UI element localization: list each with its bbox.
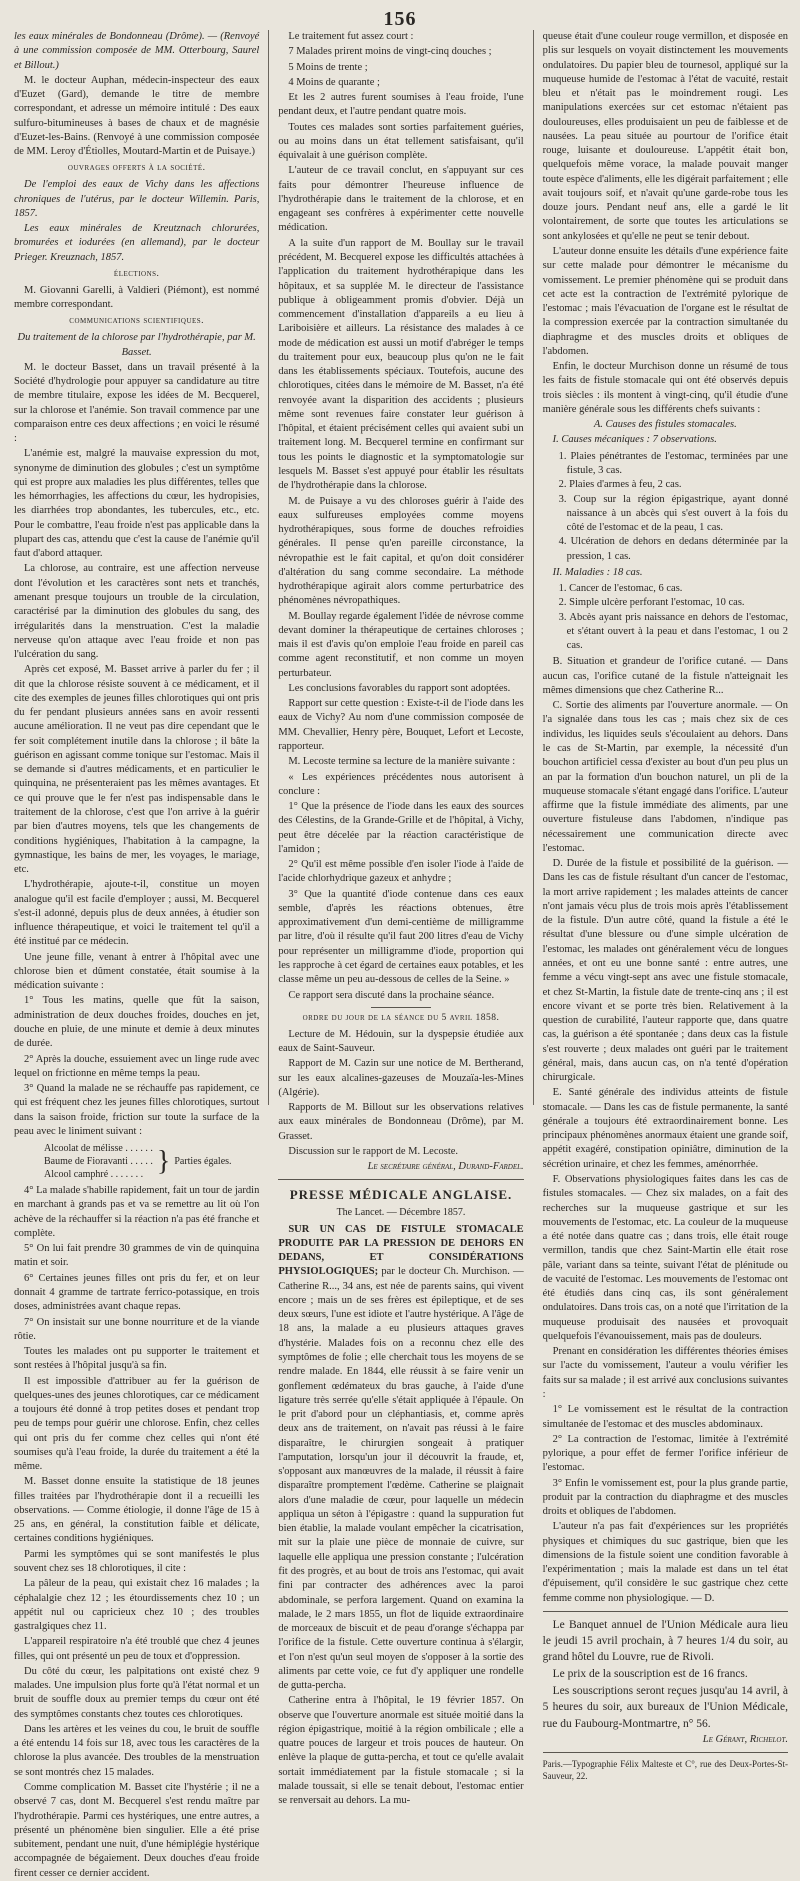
- paragraph: M. le docteur Auphan, médecin-inspecteur des eaux d'Euzet (Gard), demande le titre de membre correspondant, et adresse un mémoire intitulé : Des eaux sulfuro-bitumineuses à bases de chaux et de magnésie d'Euzet-les-Bains. (Renvoyé à une commission composée de MM. Leroy d'Étiolles, Moutard-Martin et de Puisaye.): [14, 74, 260, 158]
- prescription-label: Parties égales.: [174, 1155, 232, 1167]
- paragraph: 2° Après la douche, essuiement avec un linge rude avec lequel on frictionne en même temps la peau.: [14, 1053, 260, 1079]
- list-item: 4. Ulcération de dehors en dedans déterminée par la pression, 1 cas.: [558, 536, 788, 562]
- prescription-block: [44, 1142, 259, 1181]
- list-item: 3. Abcès ayant pris naissance en dehors de l'estomac, et s'étant ouvert à la peau et dans l'estomac, 1 ou 2 cas.: [558, 611, 788, 652]
- paragraph: 2° Qu'il est même possible d'en isoler l'iode à l'aide de l'acide chlorhydrique gazeux et anhydre ;: [278, 859, 524, 885]
- paragraph: Enfin, le docteur Murchison donne un résumé de tous les faits de fistule stomacale qui ont été observés depuis trois siècles : ils montent à vingt-cinq, qu'il étudie d'une manière générale sous les différents chefs suivants :: [542, 361, 788, 415]
- paragraph: 1° Le vomissement est le résultat de la contraction simultanée de l'estomac et des muscles abdominaux.: [542, 1404, 788, 1430]
- list-line: 4 Moins de quarante ;: [288, 76, 380, 88]
- list: [559, 450, 788, 564]
- section-heading: élections.: [113, 268, 160, 279]
- list-item: 1. Cancer de l'estomac, 6 cas.: [558, 583, 683, 595]
- paragraph: A la suite d'un rapport de M. Boullay sur le travail précédent, M. Becquerel expose les difficultés attachées à l'application du traitement hydrothérapique dans les hôpitaux, et sa supplée M. le directeur de l'assistance publique à obligeamment promis d'obvier. Déjà un commencement d'installation d'appareils a eu lieu à Lariboisière et ailleurs. La résistance des malades à ce mode de médication est aussi un motif d'abréger le temps du traitement pour eux, beaucoup plus qu'on ne le fait dans les établissements spéciaux. Toutefois, aucune des chlorotiques, citées dans le mémoire de M. Basset, n'a été renvoyée avant la disparition des accidents ; plusieurs même sont revenues faire constater leur guérison à l'hôpital, et étaient précisément celles qui avaient subi un traitement long. M. Becquerel termine en confirmant sur tous les points le diagnostic et la symptomatologie sur lesquels M. Basset s'est appuyé pour établir les résultats de l'hydrothérapie dans la chlorose.: [278, 237, 524, 492]
- section-title: PRESSE MÉDICALE ANGLAISE.: [289, 1187, 513, 1203]
- paragraph: M. Lecoste termine sa lecture de la manière suivante :: [288, 756, 516, 768]
- notice: Le prix de la souscription est de 16 francs.: [552, 1668, 748, 1681]
- list-item: 1. Plaies pénétrantes de l'estomac, terminées par une fistule, 3 cas.: [558, 450, 788, 476]
- column-1: [14, 30, 268, 1879]
- paragraph: Les conclusions favorables du rapport sont adoptées.: [288, 682, 511, 694]
- paragraph: Catherine entra à l'hôpital, le 19 février 1857. On observe que l'ouverture anormale est située moitié dans la région épigastrique, moitié à la région ombilicale ; elle a quatre pouces de largeur et trois pouces de hauteur. On enlève la plaque de gutta-percha, et tout ce qu'elle avalait sortait immédiatement par la fistule stomacale ; si la malade toussait, si elle se tenait debout, l'estomac entier se renversait au dehors. La mu-: [278, 1695, 524, 1807]
- paragraph: M. le docteur Basset, dans un travail présenté à la Société d'hydrologie pour appuyer sa candidature au titre de membre titulaire, expose les idées de M. Becquerel, sur la chlorose et l'anémie. Son travail commence par une comparaison entre ces deux affections ; en voici le résumé :: [14, 361, 260, 445]
- divider: [543, 1752, 788, 1753]
- divider: [278, 1179, 523, 1180]
- paragraph: 3° Quand la malade ne se réchauffe pas rapidement, ce qui est fréquent chez les jeunes filles chlorotiques, surtout dans la saison froide, friction sur toute la surface de la peau avec le liniment suivant :: [14, 1083, 260, 1137]
- paragraph: B. Situation et grandeur de l'orifice cutané. — Dans aucun cas, l'orifice cutané de la fistule n'atteignait les mêmes dimensions que chez Catherine R...: [542, 656, 788, 696]
- paragraph: Après cet exposé, M. Basset arrive à parler du fer ; il dit que la chlorose résiste souvent à ce médicament, et il cite des exemples de jeunes filles chlorotiques qui ont pris du fer pendant plusieurs années sans en avoir ressenti aucune amélioration. Il ne veut pas dire cependant que le fer soit complétement inutile dans la chlorose ; il bâte la guérison en agissant comme tonique sur l'estomac. Mais il se demande si d'autres médicaments, et en particulier le quinquina, ne présenteraient pas les mêmes avantages. Et ce qui prouve que le fer n'est pas indispensable dans le traitement de la chlorose, c'est que l'on arrive à la guérir par bien d'autres moyens, tels que les changements de conditions hygiéniques, l'habitation à la campagne, la gymnastique, les bains de mer, les voyages, le mariage, etc.: [14, 664, 260, 876]
- paragraph: 3° Enfin le vomissement est, pour la plus grande partie, produit par la contraction du diaphragme et des muscles droits et obliques de l'abdomen.: [542, 1477, 788, 1518]
- prescription-item: Baume de Fioravanti . . . . .: [44, 1156, 153, 1168]
- paragraph: Rapport sur cette question : Existe-t-il de l'iode dans les eaux de Vichy? Au nom d'une commission composée de MM. Chevallier, Henry père, Bouquet, Lefort et Lecoste, rapporteur.: [278, 698, 524, 753]
- section-heading: ordre du jour de la séance du 5 avril 1858.: [302, 1012, 500, 1023]
- article-lead: SUR UN CAS DE FISTULE STOMACALE PRODUITE PAR LA PRESSION DE DEHORS EN DEDANS, ET CONSIDÉRATIONS PHYSIOLOGIQUES;: [278, 1223, 524, 1278]
- paragraph: L'auteur donne ensuite les détails d'une expérience faite sur cette malade pour démontrer le mécanisme du vomissement. Le premier phénomène qui se produit dans cet acte est la contraction de l'extrémité pylorique de l'estomac ; mais l'évacuation de l'organe est le résultat de la compression exercée par la contraction simultanée du diaphragme et des muscles droits et obliques de l'abdomen.: [542, 245, 788, 357]
- paragraph: De l'emploi des eaux de Vichy dans les affections chroniques de l'utérus, par le docteur Willemin. Paris, 1857.: [14, 179, 260, 219]
- notice: Les souscriptions seront reçues jusqu'au 14 avril, à 5 heures du soir, aux bureaux de l'Union Médicale, rue du Faubourg-Montmartre, n° 56.: [542, 1685, 788, 1730]
- paragraph: Le traitement fut assez court :: [288, 31, 414, 42]
- paragraph: 1° Tous les matins, quelle que fût la saison, administration de deux douches froides, douches en jet, douche en pluie, de une minute et demie à deux minutes de durée.: [14, 995, 260, 1050]
- paragraph: Les eaux minérales de Kreutznach chlorurées, bromurées et iodurées (en allemand), par le docteur Prieger. Kreuznach, 1857.: [14, 223, 260, 263]
- paragraph: 2° La contraction de l'estomac, limitée à l'extrémité pylorique, a pour effet de fermer l'orifice inférieur de l'estomac.: [542, 1433, 788, 1474]
- paragraph: 6° Certaines jeunes filles ont pris du fer, et on leur donnait 4 gramme de tartrate ferrico-potassique, en trois doses, administrées avant chaque repas.: [14, 1272, 260, 1313]
- subheading: A. Causes des fistules stomacales.: [593, 419, 737, 431]
- list-line: 5 Moins de trente ;: [288, 61, 368, 73]
- paragraph: Et les 2 autres furent soumises à l'eau froide, l'une pendant deux, et l'autre pendant quatre mois.: [278, 92, 524, 118]
- paragraph: L'anémie est, malgré la mauvaise expression du mot, synonyme de diminution des globules ; c'est un symptôme qui est propre aux maladies les plus différentes, telles que les hémorrhagies, les affections du cœur, les hydropisies, les diarrhées trop abondantes, les tubercules, etc., etc. Pour le combattre, l'eau froide n'est pas applicable dans la plupart des cas, attendu que c'est la cause de l'anémie qu'il faut d'abord attaquer.: [14, 448, 260, 560]
- section-subtitle: The Lancet. — Décembre 1857.: [336, 1207, 466, 1219]
- subheading: I. Causes mécaniques : 7 observations.: [552, 434, 717, 446]
- paragraph: 7° On insistait sur une bonne nourriture et de la viande rôtie.: [14, 1316, 260, 1342]
- gerant-signature: Le Gérant, Richelot.: [702, 1733, 788, 1745]
- divider: [371, 1007, 431, 1008]
- paragraph: L'auteur n'a pas fait d'expériences sur les propriétés physiques et chimiques du suc gastrique, bien que les dimensions de la fistule soient une condition favorable à l'expérimentation ; mais la malade est dans un tel état d'épuisement, qu'il considère le suc gastrique chez cette femme comme non physiologique. — D.: [542, 1521, 788, 1604]
- paragraph: Une jeune fille, venant à entrer à l'hôpital avec une chlorose bien et dûment constatée, était soumise à la médication suivante :: [14, 951, 260, 992]
- paragraph: M. Boullay regarde également l'idée de névrose comme devant dominer la thérapeutique de certaines chloroses ; mais il est d'avis qu'on emploie l'eau froide en pareil cas comme agent reconstitutif, et non comme un moyen perturbateur.: [278, 610, 524, 679]
- paragraph: Dans les artères et les veines du cou, le bruit de souffle a été entendu 14 fois sur 18, avec tous les caractères de la chlorose la plus avancée. Des troubles de la menstruation se sont montrés chez 15 malades.: [14, 1723, 260, 1778]
- paragraph: Comme complication M. Basset cite l'hystérie ; il ne a observé 7 cas, dont M. Becquerel s'est rendu maître par l'hydrothérapie. Parmi ces hystériques, une entre autres, a présenté un phénomène bien singulier. Elle a été prise subitement, pendant une nuit, d'une hémiplégie hystérique accompagnée de bégaiement. Deux douches d'eau froide firent cesser ce dernier accident.: [14, 1782, 260, 1879]
- paragraph: F. Observations physiologiques faites dans les cas de fistules stomacales. — Chez six malades, on a fait des recherches sur la muqueuse gastrique et sur les mouvements de l'estomac, etc. La couleur de la muqueuse a été notée dans quatre cas ; dans trois, elle était rouge vermillon, tandis que chez Saint-Martin elle était rose pâle, variant dans sa teinte, suivant l'état de plénitude ou de vacuité de l'estomac. Les mouvements de l'estomac ont été étudiés dans cinq cas, ils sont généralement ondulatoires. Dans trois cas, on a noté que l'irritation de la muqueuse produisait des nausées et provoquait quelquefois l'évanouissement, mais pas de douleurs.: [542, 1173, 788, 1342]
- paragraph: La pâleur de la peau, qui existait chez 16 malades ; la céphalalgie chez 12 ; les étourdissements chez 10 ; un appétit nul ou capricieux chez 10 ; des troubles gastralgiques chez 11.: [14, 1578, 260, 1633]
- paragraph: « Les expériences précédentes nous autorisent à conclure :: [278, 771, 524, 797]
- subheading: II. Maladies : 18 cas.: [552, 566, 643, 578]
- article-body: par le docteur Ch. Murchison. — Catherine R..., 34 ans, est née de parents sains, qui vivent encore ; mais un de ses frères est épileptique, et de ses deux sœurs, l'une est idiote et l'autre hystérique. A l'âge de 18 ans, la malade a eu plusieurs attaques graves d'hystérie. Malades fois on a reconnu chez elle des symptômes de folie ; elle cherchait tous les moyens de se rendre malade. En 1844, elle réussit à se faire venir un gonflement œdémateux du bras gauche, à l'aide d'une ligature très serrée qu'elle s'était appliquée à l'épaule. On le prit d'abord pour un cléphantiasis, et, comme après deux ans de traitement, on n'avait pas réussi à le faire disparaître, le chirurgien songeait à pratiquer l'amputation, lorsqu'un jour il découvrit la fraude, et, s'opposant aux manœuvres de la malade, il réussit à faire disparaître promptement l'œdème. Catherine se plaignait alors d'une maladie de cœur, pour laquelle un médecin appliqua un séton à l'épigastre : quand la suppuration fut bien établie, la malade voulant empêcher la cicatrisation, mit sur la plaie une pièce de monnaie de cuivre, sur laquelle elle appliqua une pression constante ; l'ulcération fit des progrès, et au bout de trois ans l'estomac, qui avait fini par contracter des adhérences avec la paroi abdominale, se perfora largement. Quand on examina la malade, le 2 mars 1855, un flot de liquide extraordinaire de morceaux de biscuit et de peau d'orange s'échappa par l'orifice de la fistule. Cette ouverture continua à s'élargir, et l'on n'est qu'un seul moyen de s'opposer à la sortie des aliments par cette voie, ce fut d'y appliquer une rondelle de gutta-percha.: [278, 1266, 524, 1692]
- paragraph: L'hydrothérapie, ajoute-t-il, constitue un moyen analogue qu'il est facile d'employer ; aussi, M. Becquerel s'est-il adonné, depuis plus de deux années, à étudier son influence thérapeutique, et voici le traitement tel qu'il a été institué par ce médecin.: [14, 879, 260, 948]
- paragraph: Du côté du cœur, les palpitations ont existé chez 9 malades. Une impulsion plus forte qu'à l'état normal et un bruit de souffle doux au premier temps du cœur ont été des symptômes constants chez toutes ces chlorotiques.: [14, 1665, 260, 1720]
- paragraph: Parmi les symptômes qui se sont manifestés le plus souvent chez ses 18 chlorotiques, il cite :: [14, 1548, 260, 1575]
- paragraph: 5° On lui fait prendre 30 grammes de vin de quinquina matin et soir.: [14, 1243, 260, 1269]
- paragraph: Rapports de M. Billout sur les observations relatives aux eaux minérales de Bondonneau (Drôme), par M. Grasset.: [278, 1102, 524, 1142]
- paragraph: C. Sortie des aliments par l'ouverture anormale. — On l'a signalée dans tous les cas ; mais chez six de ces individus, les liquides seuls s'écoulaient au dehors. Dans le cas de St-Martin, par exemple, la nécessité d'un bouchon artificiel cessa d'exister au bout d'un peu plus un an par la formation d'un bouchon naturel, un pli de la muqueuse stomacale s'étant engagé dans l'orifice. L'auteur affirme que la fistule immédiate des aliments, par une ouverture fistuleuse dans l'abdomen, n'indique pas nécessairement une communication directe avec l'estomac.: [542, 700, 788, 854]
- columns: [14, 30, 788, 1879]
- page-number: 156: [383, 8, 417, 30]
- list-item: 2. Plaies d'armes à feu, 2 cas.: [558, 479, 682, 491]
- paragraph: Discussion sur le rapport de M. Lecoste.: [288, 1145, 459, 1157]
- paragraph: Rapport de M. Cazin sur une notice de M. Bertherand, sur les eaux alcalines-gazeuses de Mouzaïa-les-Mines (Algérie).: [278, 1058, 524, 1098]
- paragraph: E. Santé générale des individus atteints de fistule stomacale. — Dans les cas de fistule permanente, la santé générale a toujours été extraordinairement bonne. Les principaux phénomènes anormaux étaient une grande soif, appétit exagéré, constipation opiniâtre, diminution de la sécrétion urinaire, et chez les femmes, aménorrhée.: [542, 1087, 788, 1170]
- column-3: [533, 30, 788, 1782]
- article-title: Du traitement de la chlorose par l'hydrothérapie, par M. Basset.: [17, 332, 256, 358]
- list-item: 2. Simple ulcère perforant l'estomac, 10 cas.: [558, 597, 745, 609]
- paragraph: les eaux minérales de Bondonneau (Drôme). — (Renvoyé à une commission composée de MM. Otterbourg, Saurel et Billout.): [14, 31, 260, 71]
- paragraph: 1° Que la présence de l'iode dans les eaux des sources des Célestins, de la Grande-Grille et de l'hôpital, à Vichy, peut être décelée par la réaction caractéristique de l'amidon ;: [278, 801, 524, 855]
- paragraph: M. Basset donne ensuite la statistique de 18 jeunes filles traitées par l'hydrothérapie dont il a recueilli les observations. — Comme étiologie, il donne l'âge de 15 à 25 ans, en général, la constitution faible et délicate, certaines conditions hygiéniques.: [14, 1476, 260, 1545]
- signature: Le secrétaire général, Durand-Fardel.: [367, 1161, 524, 1173]
- section-heading: ouvrages offerts à la société.: [67, 163, 206, 174]
- paragraph: La chlorose, au contraire, est une affection nerveuse dont l'évolution et les caractères sont nets et tranchés, amenant presque toujours un trouble de la circulation, caractérisé par la diminution des globules du sang, des irrégularités dans la menstruation. C'est la maladie nerveuse qu'on attaque avec l'eau froide et non pas l'ulcération du sang.: [14, 563, 260, 661]
- paragraph: Lecture de M. Hédouin, sur la dyspepsie étudiée aux eaux de Saint-Sauveur.: [278, 1028, 524, 1054]
- paragraph: L'auteur de ce travail conclut, en s'appuyant sur ces faits pour démontrer l'heureuse influence de l'hydrothérapie dans le traitement de la chlorose, et en engageant ses confrères à expérimenter cette nouvelle médication.: [278, 165, 524, 234]
- paragraph: M. Giovanni Garelli, à Valdieri (Piémont), est nommé membre correspondant.: [14, 284, 260, 311]
- paragraph: Toutes les malades ont pu supporter le traitement et sont restées à l'hôpital jusqu'à sa fin.: [14, 1346, 260, 1372]
- list-line: 7 Malades prirent moins de vingt-cinq douches ;: [288, 46, 492, 58]
- paragraph: Toutes ces malades sont sorties parfaitement guéries, ou au moins dans un état tellement satisfaisant, qu'il équivalait à une guérison complète.: [278, 121, 524, 162]
- prescription-item: Alcool camphré . . . . . . .: [44, 1169, 144, 1181]
- paragraph: [278, 1223, 523, 1694]
- printer-line: Paris.—Typographie Félix Malteste et C°, rue des Deux-Portes-St-Sauveur, 22.: [542, 1758, 788, 1782]
- notice: Le Banquet annuel de l'Union Médicale aura lieu le jeudi 15 avril prochain, à 7 heures 1/4 du soir, au grand hôtel du Louvre, rue de Rivoli.: [542, 1618, 788, 1664]
- paragraph: Prenant en considération les différentes théories émises sur l'acte du vomissement, l'auteur a voulu vérifier les faits sur sa malade ; il est arrivé aux conclusions suivantes :: [542, 1346, 788, 1400]
- column-2: [268, 30, 532, 1807]
- list: [559, 582, 788, 653]
- paragraph: Il est impossible d'attribuer au fer la guérison de quelques-unes des jeunes chlorotiques, car ce médicament a toujours été donné à trop petites doses et pendant trop peu de temps pour guérir une chlorose. Enfin, chez celles qui ont pris du fer comme chez celles qui n'ont été soumises qu'à l'eau froide, la durée du traitement a été la même.: [14, 1375, 260, 1473]
- brace-glyph: }: [156, 1145, 171, 1177]
- paragraph: M. de Puisaye a vu des chloroses guérir à l'aide des eaux sulfureuses employées comme moyens hydrothérapiques, sous forme de douches refroidies générales. Il pense qu'en pareille circonstance, la névropathie est le fait capital, et qu'on doit considérer d'altération du sang comme secondaire. La méthode hydrothérapique agirait alors comme perturbatrice des phénomènes névropathiques.: [278, 495, 524, 607]
- section-heading: communications scientifiques.: [69, 316, 205, 327]
- paragraph: 3° Que la quantité d'iode contenue dans ces eaux semble, d'après les réactions obtenues, être approximativement d'un demi-centième de milligramme par litre, d'où il résulte qu'il faut 200 litres d'eau de Vichy pour représenter un milligramme d'iode, proportion qui les rapproche à cet égard de certaines eaux potables, et les classe même un peu au-dessous de celles de la Seine. »: [278, 888, 524, 986]
- paragraph: L'appareil respiratoire n'a été troublé que chez 4 jeunes filles, qui ont présenté un peu de toux et d'oppression.: [14, 1636, 260, 1662]
- list-item: 3. Coup sur la région épigastrique, ayant donné naissance à un abcès qui s'est ouvert à la fois du côté de l'estomac et de la peau, 1 cas.: [558, 493, 788, 534]
- prescription-item: Alcoolat de mélisse . . . . . .: [44, 1143, 153, 1155]
- divider: [543, 1611, 788, 1612]
- paragraph: Ce rapport sera discuté dans la prochaine séance.: [288, 989, 495, 1001]
- paragraph: queuse était d'une couleur rouge vermillon, et disposée en plis sur lesquels on voyait distinctement les mouvements ondulatoires. Du papier bleu de tournesol, appliqué sur la muqueuse humide de l'estomac à l'état de vacuité, restait bleu et n'était pas le moindrement rougi. Les manipulations exercées sur cet estomac n'étaient pas douloureuses, elles produisaient un peu de faiblesse et de nausées. La peau située au pourtour de l'orifice était rouge, luisante et douloureuse. L'appétit était bon, quelquefois même vorace, la malade pouvait manger toute espèce d'aliments, elle les digérait parfaitement ; elle avait toujours soif, et n'avait qu'une garde-robe tous les douze jours. Pendant neuf ans, elle a gardé le lit volontairement, de sorte que toutes les articulations se sont ankylosées et qu'elle ne peut se tenir debout.: [542, 31, 788, 242]
- paragraph: 4° La malade s'habille rapidement, fait un tour de jardin en marchant à grands pas et va se remettre au lit où l'on achève de la réchauffer si la réaction n'a pas été franche et complète.: [14, 1185, 260, 1239]
- paragraph: D. Durée de la fistule et possibilité de la guérison. — Dans les cas de fistule résultant d'un cancer de l'estomac, la mort arrive rapidement ; les malades atteints de cancer n'ont jamais vécu plus de trois mois après l'établissement de la fistule. D'un autre côté, quand la fistule a été le résultat d'une blessure ou d'une simple ulcération de l'estomac, les malades ont généralement vécu de longues années, et ont eu une bonne santé : entre autres, une femme a vécu vingt-sept ans avec une fistule stomacale, et chez St-Martin, la fistule date de trente-cinq ans ; il est encore vivant et se porte très bien. Relativement à la question de curabilité, l'auteur rapporte que, dans quatre cas, la guérison a été spontanée ; dans deux cas la fistule s'est rouverte ; deux malades ont guéri par le traitement général, mais, dans aucun cas, on n'a tenté d'opération chirurgicale.: [542, 858, 788, 1084]
